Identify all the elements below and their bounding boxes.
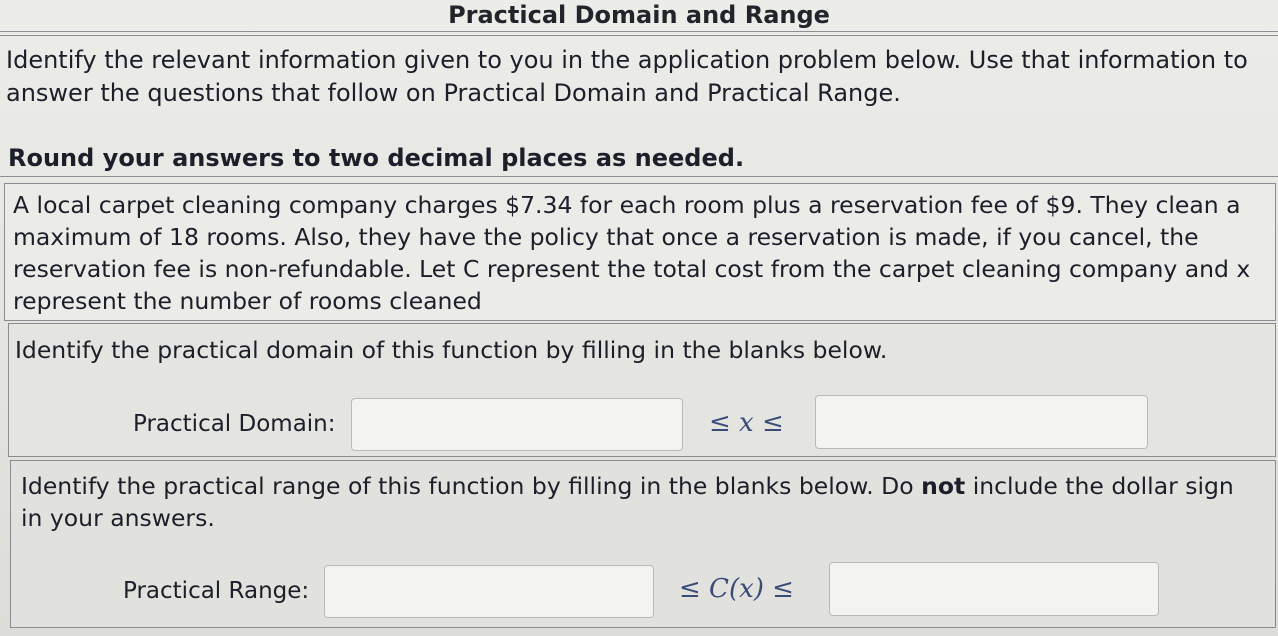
range-inequality-symbol: ≤ C(x) ≤ [679,574,794,604]
domain-question-box [8,323,1276,457]
domain-lower-input[interactable] [351,398,683,451]
page-title: Practical Domain and Range [448,1,830,29]
domain-upper-input[interactable] [815,395,1148,449]
range-upper-input[interactable] [829,562,1159,616]
intro-text: Identify the relevant information given to you in the application problem below. Use that information to answer the questions that follow on Practical Domain and Practical Range. [6,46,1248,107]
range-prompt-emphasis: not [921,472,966,500]
range-prompt [21,470,1261,534]
domain-inequality-symbol: ≤ x ≤ [709,408,784,438]
range-question-box [10,460,1276,628]
title-divider [0,31,1278,32]
section-divider [0,176,1278,177]
range-prompt-end: include the dollar sign in your answers. [21,472,1234,532]
range-lower-input[interactable] [324,565,654,618]
title-divider-secondary [0,35,1278,36]
range-label: Practical Range: [123,578,310,604]
domain-label: Practical Domain: [133,411,336,437]
rounding-note: Round your answers to two decimal places as needed. [8,144,745,172]
domain-prompt: Identify the practical domain of this function by filling in the blanks below. [15,336,888,364]
problem-statement: A local carpet cleaning company charges $7.34 for each room plus a reservation fee of $9. They clean a maximum of 18 rooms. Also, they have the policy that once a reservation is made, if you cancel, the reservation fee is non-refundable. Let C represent the total cost from the carpet cleaning company and x represent the number of rooms cleaned [4,183,1276,321]
range-prompt-start: Identify the practical range of this function by filling in the blanks below. Do [21,472,922,500]
